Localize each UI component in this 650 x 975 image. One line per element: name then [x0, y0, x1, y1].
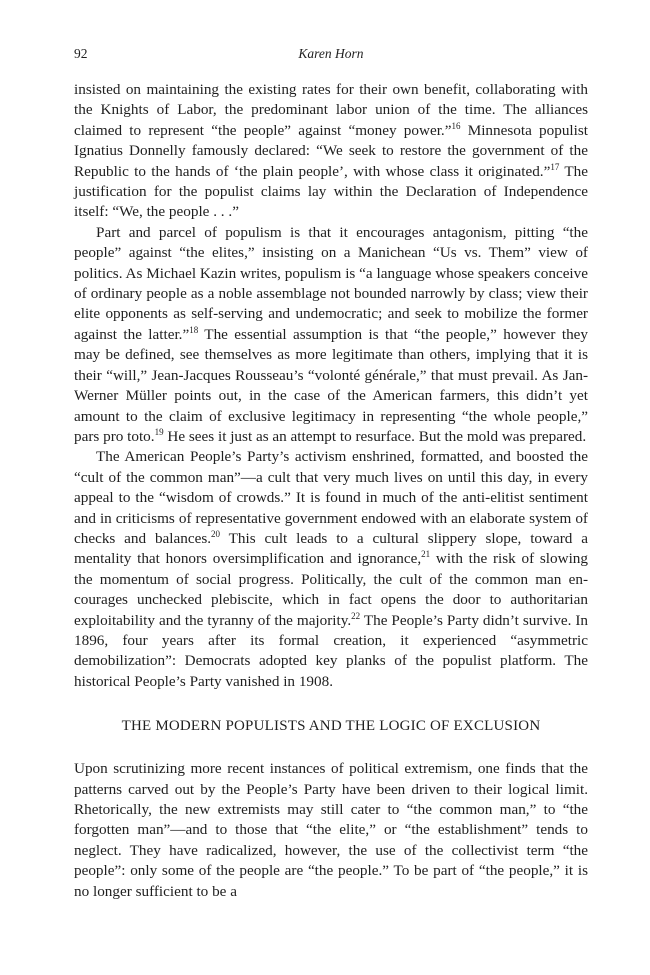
text-run: Minnesota populist Ignatius Donnelly famously declared: “We seek to restore the government of the Republic to the hands of ‘the plain people’, with whose class it originated.” — [74, 121, 589, 180]
section-paragraph: Upon scrutinizing more recent instances of political extremism, one finds that the patterns carved out by the People’s Party have been driven to their logical limit. Rhetorically, the new extremists may still cater to “the common man,” to “the forgotten man”—and to those that “the elite,” or “the establishment” tends to neglect. They have radicalized, however, the use of the collectivist term “the people”: only some of the people are “the people.” To be part of “the people,” it is no longer sufficient to be a — [74, 760, 588, 900]
text-run: insisted on maintaining the existing rates for their own benefit, collaborating with the Knights of Labor, the predominant labor union of the time. The alliances claimed to represent “the people” against “money power.” — [74, 81, 588, 139]
paragraph-1 — [74, 80, 588, 223]
text-run: The justification for the populist claims lay within the Declaration of Independence itself: “We, the people . . .” — [74, 162, 589, 221]
footnote-ref: 16 — [451, 120, 461, 131]
section-heading: THE MODERN POPULISTS AND THE LOGIC OF EXCLUSION — [121, 718, 541, 735]
text-run: The People’s Party didn’t survive. In 1896, four years after its formal creation, it experienced “asymmetric demobilization”: Democrats adopted key planks of the populist platform. The historical People’s Party vanished in 1908. — [74, 611, 588, 690]
running-head — [74, 46, 588, 70]
text-run: He sees it just as an attempt to resurface. But the mold was prepared. — [163, 427, 587, 445]
book-page — [74, 46, 588, 902]
footnote-ref: 18 — [189, 324, 199, 335]
text-run: The essential assumption is that “the people,” however they may be defined, see themselves as more legitimate than others, implying that it is their “will,” Jean-Jacques Rousseau’s “volonté générale,” that must prevail. As Jan-Werner Müller points out, in the case of the American farmers, this didn’t yet amount to the claim of exclusive legitimacy in representing “the whole people,” pars pro toto. — [74, 325, 588, 445]
footnote-ref: 22 — [351, 610, 361, 621]
text-run: The American People’s Party’s activism enshrined, formatted, and boosted the “cult of the common man”—a cult that very much lives on until this day, in every appeal to the “wisdom of crowds.” It is found in much of the anti-elitist sentiment and in criticisms of representative government endowed with an elaborate system of checks and balances. — [74, 448, 588, 547]
footnote-ref: 19 — [154, 426, 164, 437]
running-title: Karen Horn — [298, 46, 364, 61]
text-run: This cult leads to a cultural slippery slope, toward a mentality that honors oversimplification and ignorance, — [74, 529, 588, 568]
paragraph-2 — [74, 223, 588, 447]
body-text — [74, 80, 588, 902]
page-number: 92 — [74, 46, 88, 61]
footnote-ref: 21 — [421, 549, 431, 560]
paragraph-3 — [74, 447, 588, 692]
footnote-ref: 20 — [211, 528, 221, 539]
text-run: Part and parcel of populism is that it encourages antagonism, pitting “the people” against “the elites,” insisting on a Manichean “Us vs. Them” view of politics. As Michael Kazin writes, populism is “a language whose speakers conceive of ordinary people as a noble assemblage not bounded narrowly by class; view their elite opponents as self-serving and undemocratic; and seek to mobilize the former against the latter.” — [74, 223, 588, 343]
text-run: with the risk of slowing the momentum of social progress. Politically, the cult of the common man encourages unchecked plebiscite, which in fact opens the door to authoritarian exploitability and the tyranny of the majority. — [74, 550, 588, 629]
footnote-ref: 17 — [550, 161, 560, 172]
